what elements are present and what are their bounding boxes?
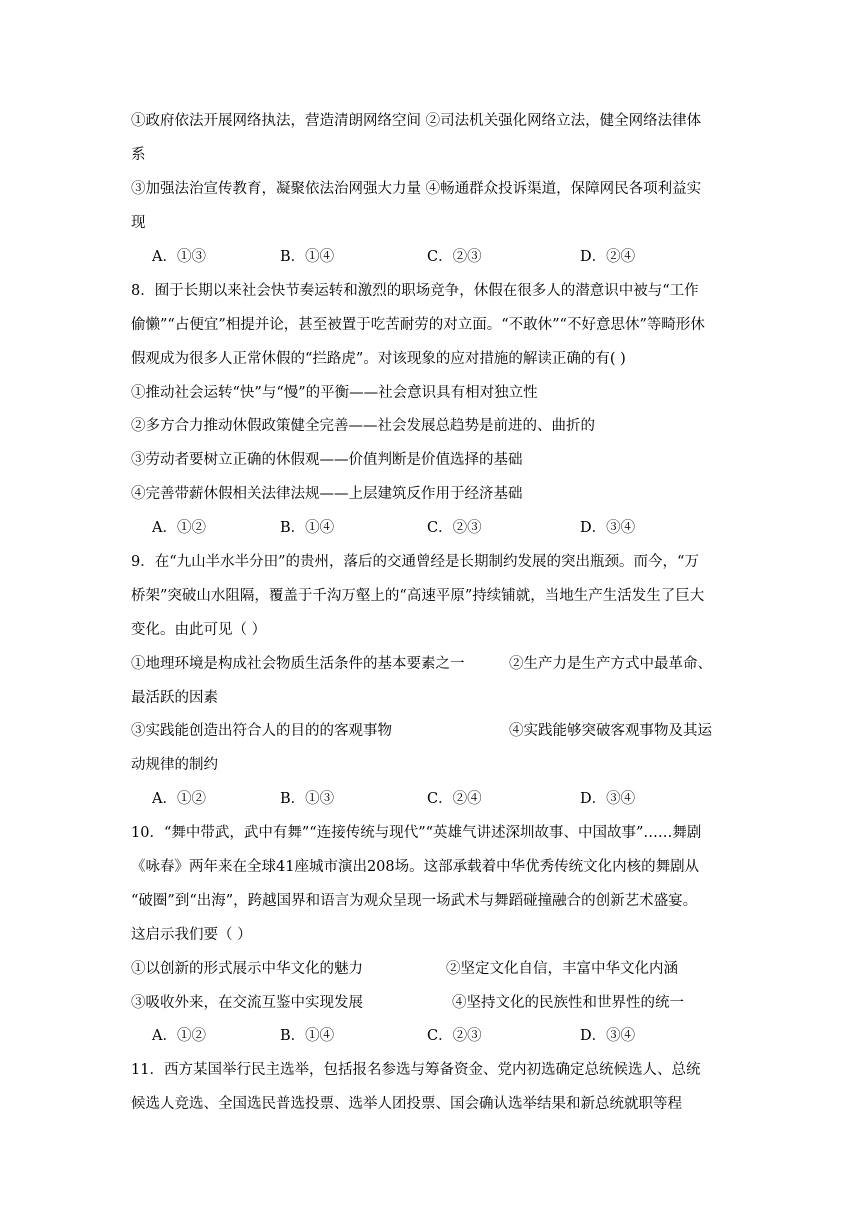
option-c[interactable]: C．②③ xyxy=(427,1028,482,1044)
q7-statement-line: ①政府依法开展网络执法，营造清朗网络空间 ②司法机关强化网络立法，健全网络法律体 xyxy=(131,113,702,129)
q10-stem-line: 这启示我们要（ ） xyxy=(131,927,252,943)
q9-stem-line: 桥架”突破山水阻隔，覆盖于千沟万壑上的“高速平原”持续铺就，当地生产生活发生了巨大 xyxy=(131,588,705,604)
q10-statement-3: ③吸收外来，在交流互鉴中实现发展 xyxy=(131,995,363,1011)
q10-statement-1: ①以创新的形式展示中华文化的魅力 xyxy=(131,961,363,977)
q9-stem-line: 9．在“九山半水半分田”的贵州，落后的交通曾经是长期制约发展的突出瓶颈。而今，“万 xyxy=(131,554,699,570)
option-a[interactable]: A．①③ xyxy=(152,249,206,265)
q9-statement-4: ④实践能够突破客观事物及其运 xyxy=(509,723,712,739)
q7-statement-line: 现 xyxy=(131,215,146,231)
option-a[interactable]: A．①② xyxy=(152,791,206,807)
option-a[interactable]: A．①② xyxy=(152,520,206,536)
q9-statement-2-cont: 最活跃的因素 xyxy=(131,690,218,706)
q9-statement-1: ①地理环境是构成社会物质生活条件的基本要素之一 xyxy=(131,656,465,672)
q8-statement-3: ③劳动者要树立正确的休假观——价值判断是价值选择的基础 xyxy=(131,452,523,468)
option-b[interactable]: B．①④ xyxy=(280,249,335,265)
q9-statement-2: ②生产力是生产方式中最革命、 xyxy=(509,656,712,672)
option-d[interactable]: D．③④ xyxy=(580,1028,636,1044)
q10-stem-line: 10．“舞中带武，武中有舞”“连接传统与现代”“英雄气讲述深圳故事、中国故事”……舞剧 xyxy=(131,825,702,841)
q9-statement-4-cont: 动规律的制约 xyxy=(131,757,218,773)
option-d[interactable]: D．③④ xyxy=(580,791,636,807)
option-c[interactable]: C．②③ xyxy=(427,520,482,536)
q9-statement-3: ③实践能创造出符合人的目的的客观事物 xyxy=(131,723,392,739)
option-b[interactable]: B．①③ xyxy=(280,791,335,807)
q10-statement-2: ②坚定文化自信，丰富中华文化内涵 xyxy=(446,961,678,977)
q8-stem-line: 偷懒”“占便宜”相提并论，甚至被置于吃苦耐劳的对立面。“不敢休”“不好意思休”等畸形休 xyxy=(131,317,705,333)
option-c[interactable]: C．②④ xyxy=(427,791,482,807)
q8-stem-line: 假观成为很多人正常休假的“拦路虎”。对该现象的应对措施的解读正确的有( ) xyxy=(131,351,626,367)
q7-statement-line: ③加强法治宣传教育，凝聚依法治网强大力量 ④畅通群众投诉渠道，保障网民各项利益实 xyxy=(131,181,702,197)
option-b[interactable]: B．①④ xyxy=(280,1028,335,1044)
q8-statement-4: ④完善带薪休假相关法律法规——上层建筑反作用于经济基础 xyxy=(131,486,523,502)
q11-stem-line: 11．西方某国举行民主选举，包括报名参选与筹备资金、党内初选确定总统候选人、总统 xyxy=(131,1062,701,1078)
option-c[interactable]: C．②③ xyxy=(427,249,482,265)
q8-statement-2: ②多方合力推动休假政策健全完善——社会发展总趋势是前进的、曲折的 xyxy=(131,418,595,434)
option-d[interactable]: D．②④ xyxy=(580,249,636,265)
q8-statement-1: ①推动社会运转“快”与“慢”的平衡——社会意识具有相对独立性 xyxy=(131,385,538,401)
q10-stem-line: “破圈”到“出海”，跨越国界和语言为观众呈现一场武术与舞蹈碰撞融合的创新艺术盛宴。 xyxy=(131,893,698,909)
option-a[interactable]: A．①② xyxy=(152,1028,206,1044)
option-d[interactable]: D．③④ xyxy=(580,520,636,536)
q11-stem-line: 候选人竞选、全国选民普选投票、选举人团投票、国会确认选举结果和新总统就职等程 xyxy=(131,1096,682,1112)
q9-stem-line: 变化。由此可见（ ） xyxy=(131,622,267,638)
q10-stem-line: 《咏春》两年来在全球41座城市演出208场。这部承载着中华优秀传统文化内核的舞剧从 xyxy=(131,859,700,875)
q10-statement-4: ④坚持文化的民族性和世界性的统一 xyxy=(452,995,684,1011)
option-b[interactable]: B．①④ xyxy=(280,520,335,536)
q7-statement-line: 系 xyxy=(131,147,146,163)
q8-stem-line: 8．囿于长期以来社会快节奏运转和激烈的职场竞争，休假在很多人的潜意识中被与“工作 xyxy=(131,283,699,299)
